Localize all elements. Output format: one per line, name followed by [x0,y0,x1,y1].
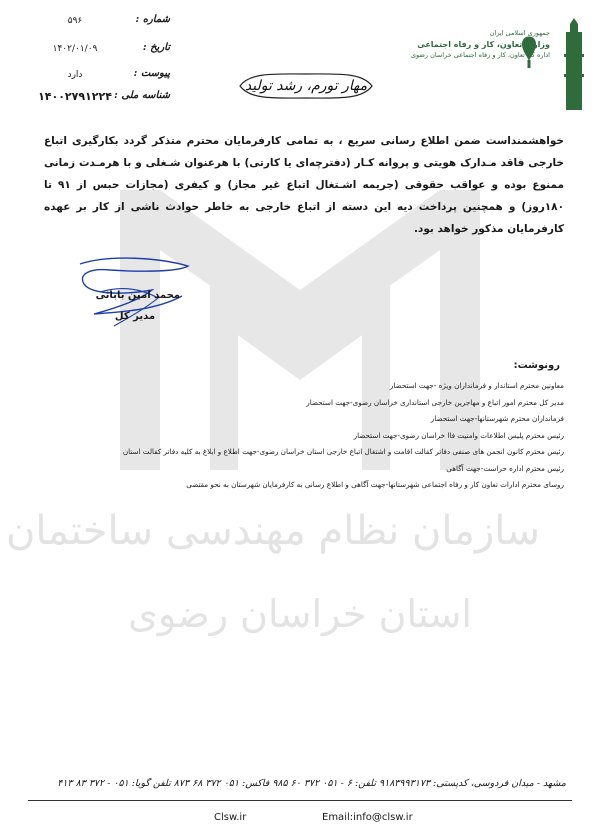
cc-item: فرمانداران محترم شهرستانها-جهت استحضار [430,414,564,423]
watermark-text-line2: استان خراسان رضوی [128,592,472,636]
watermark-text-line1: سازمان نظام مهندسی ساختمان [5,508,540,554]
cc-item: مدیر کل محترم امور اتباع و مهاجرین خارجی استانداری خراسان رضوی-جهت استحضار [306,397,564,407]
org-line-ministry: وزارت تعاون، کار و رفاه اجتماعی [417,40,550,49]
number-value: ۵۹۶ [67,16,83,26]
meta-date [30,42,170,60]
org-line-country: جمهوری اسلامی ایران [489,29,550,37]
date-label: تاریخ : [142,42,170,53]
footer-email[interactable]: Email:info@clsw.ir [322,812,413,823]
cc-list [30,378,564,494]
motto-text: مهار تورم، رشد تولید [244,78,368,94]
footer-website[interactable]: Clsw.ir [214,812,247,823]
attachment-label: پیوست : [133,68,170,79]
national-id-value: ۱۴۰۰۲۷۹۱۲۲۴ [38,90,112,103]
meta-number [30,14,170,32]
meta-national-id [30,90,170,108]
cc-title: رونوشت: [513,360,560,371]
organization-title [410,28,550,61]
cc-item: روسای محترم ادارات تعاون کار و رفاه اجتماعی شهرستانها-جهت آگاهی و اطلاع رسانی به کارفرمایان شهرستان به نحو مقتضی [186,480,564,489]
meta-attachment [30,68,170,86]
signer-title: مدیر کل [114,311,156,322]
cc-item: معاونین محترم استاندار و فرمانداران ویژه -جهت استحضار [389,381,564,390]
date-value: ۱۴۰۲/۰۱/۰۹ [52,44,98,54]
national-id-label: شناسه ملی : [114,90,170,101]
footer-address: مشهد - میدان فردوسی، کدپستی: ۹۱۸۳۹۹۳۱۷۳ تلفن: ۶ - ۰۵۱ ۳۷۲ ۶۰ ۹۸۵ فاکس: ۰۵۱ ۳۷۲ ۶۸ ۸۷۳ تلفن گویا: ۰۵۱ - ۳۷۲ ۸۳ ۴۱۳ [57,778,566,789]
signer-name: محمد امین بابائی [95,290,180,301]
attachment-value: دارد [67,70,83,80]
cc-item: رئیس محترم پلیس اطلاعات وامنیت فاا خراسان رضوی-جهت استحضار [353,430,564,440]
cc-item: رئیس محترم کانون انجمن های صنفی دفاتر کفالت اقامت و اشتغال اتباع خارجی استان خراسان رضوی-جهت اطلاع و ابلاغ به کلیه دفاتر کفالت استان [122,447,564,456]
letter-body: خواهشمنداست ضمن اطلاع رسانی سریع ، به تمامی کارفرمایان محترم متذکر گردد بکارگیری اتباع خارجی فاقد مـدارک هویتی و پروانه کـار (دفترچه‌ای یا کارتی) با هرعنوان شـغلی و با هرمـدت زمانی ممنوع بوده و عواقب حقوقی (جریمه اشـتغال اتباع غیر مجاز) و کیفری (مجازات حبس از ۹۱ تا ۱۸۰روز) و همچنین پرداخت دیه این دسته از اتباع خارجی به خاطر حوادث ناشی از کار بر عهده کارفرمایان مذکور خواهد بود. [44,135,564,235]
motto-box [236,70,376,102]
cc-item: رئیس محترم اداره حراست-جهت آگاهی [446,463,564,473]
org-line-office: اداره کل تعاون، کار و رفاه اجتماعی خراسان رضوی [410,51,550,59]
footer-divider [28,800,572,801]
number-label: شماره : [135,14,170,25]
